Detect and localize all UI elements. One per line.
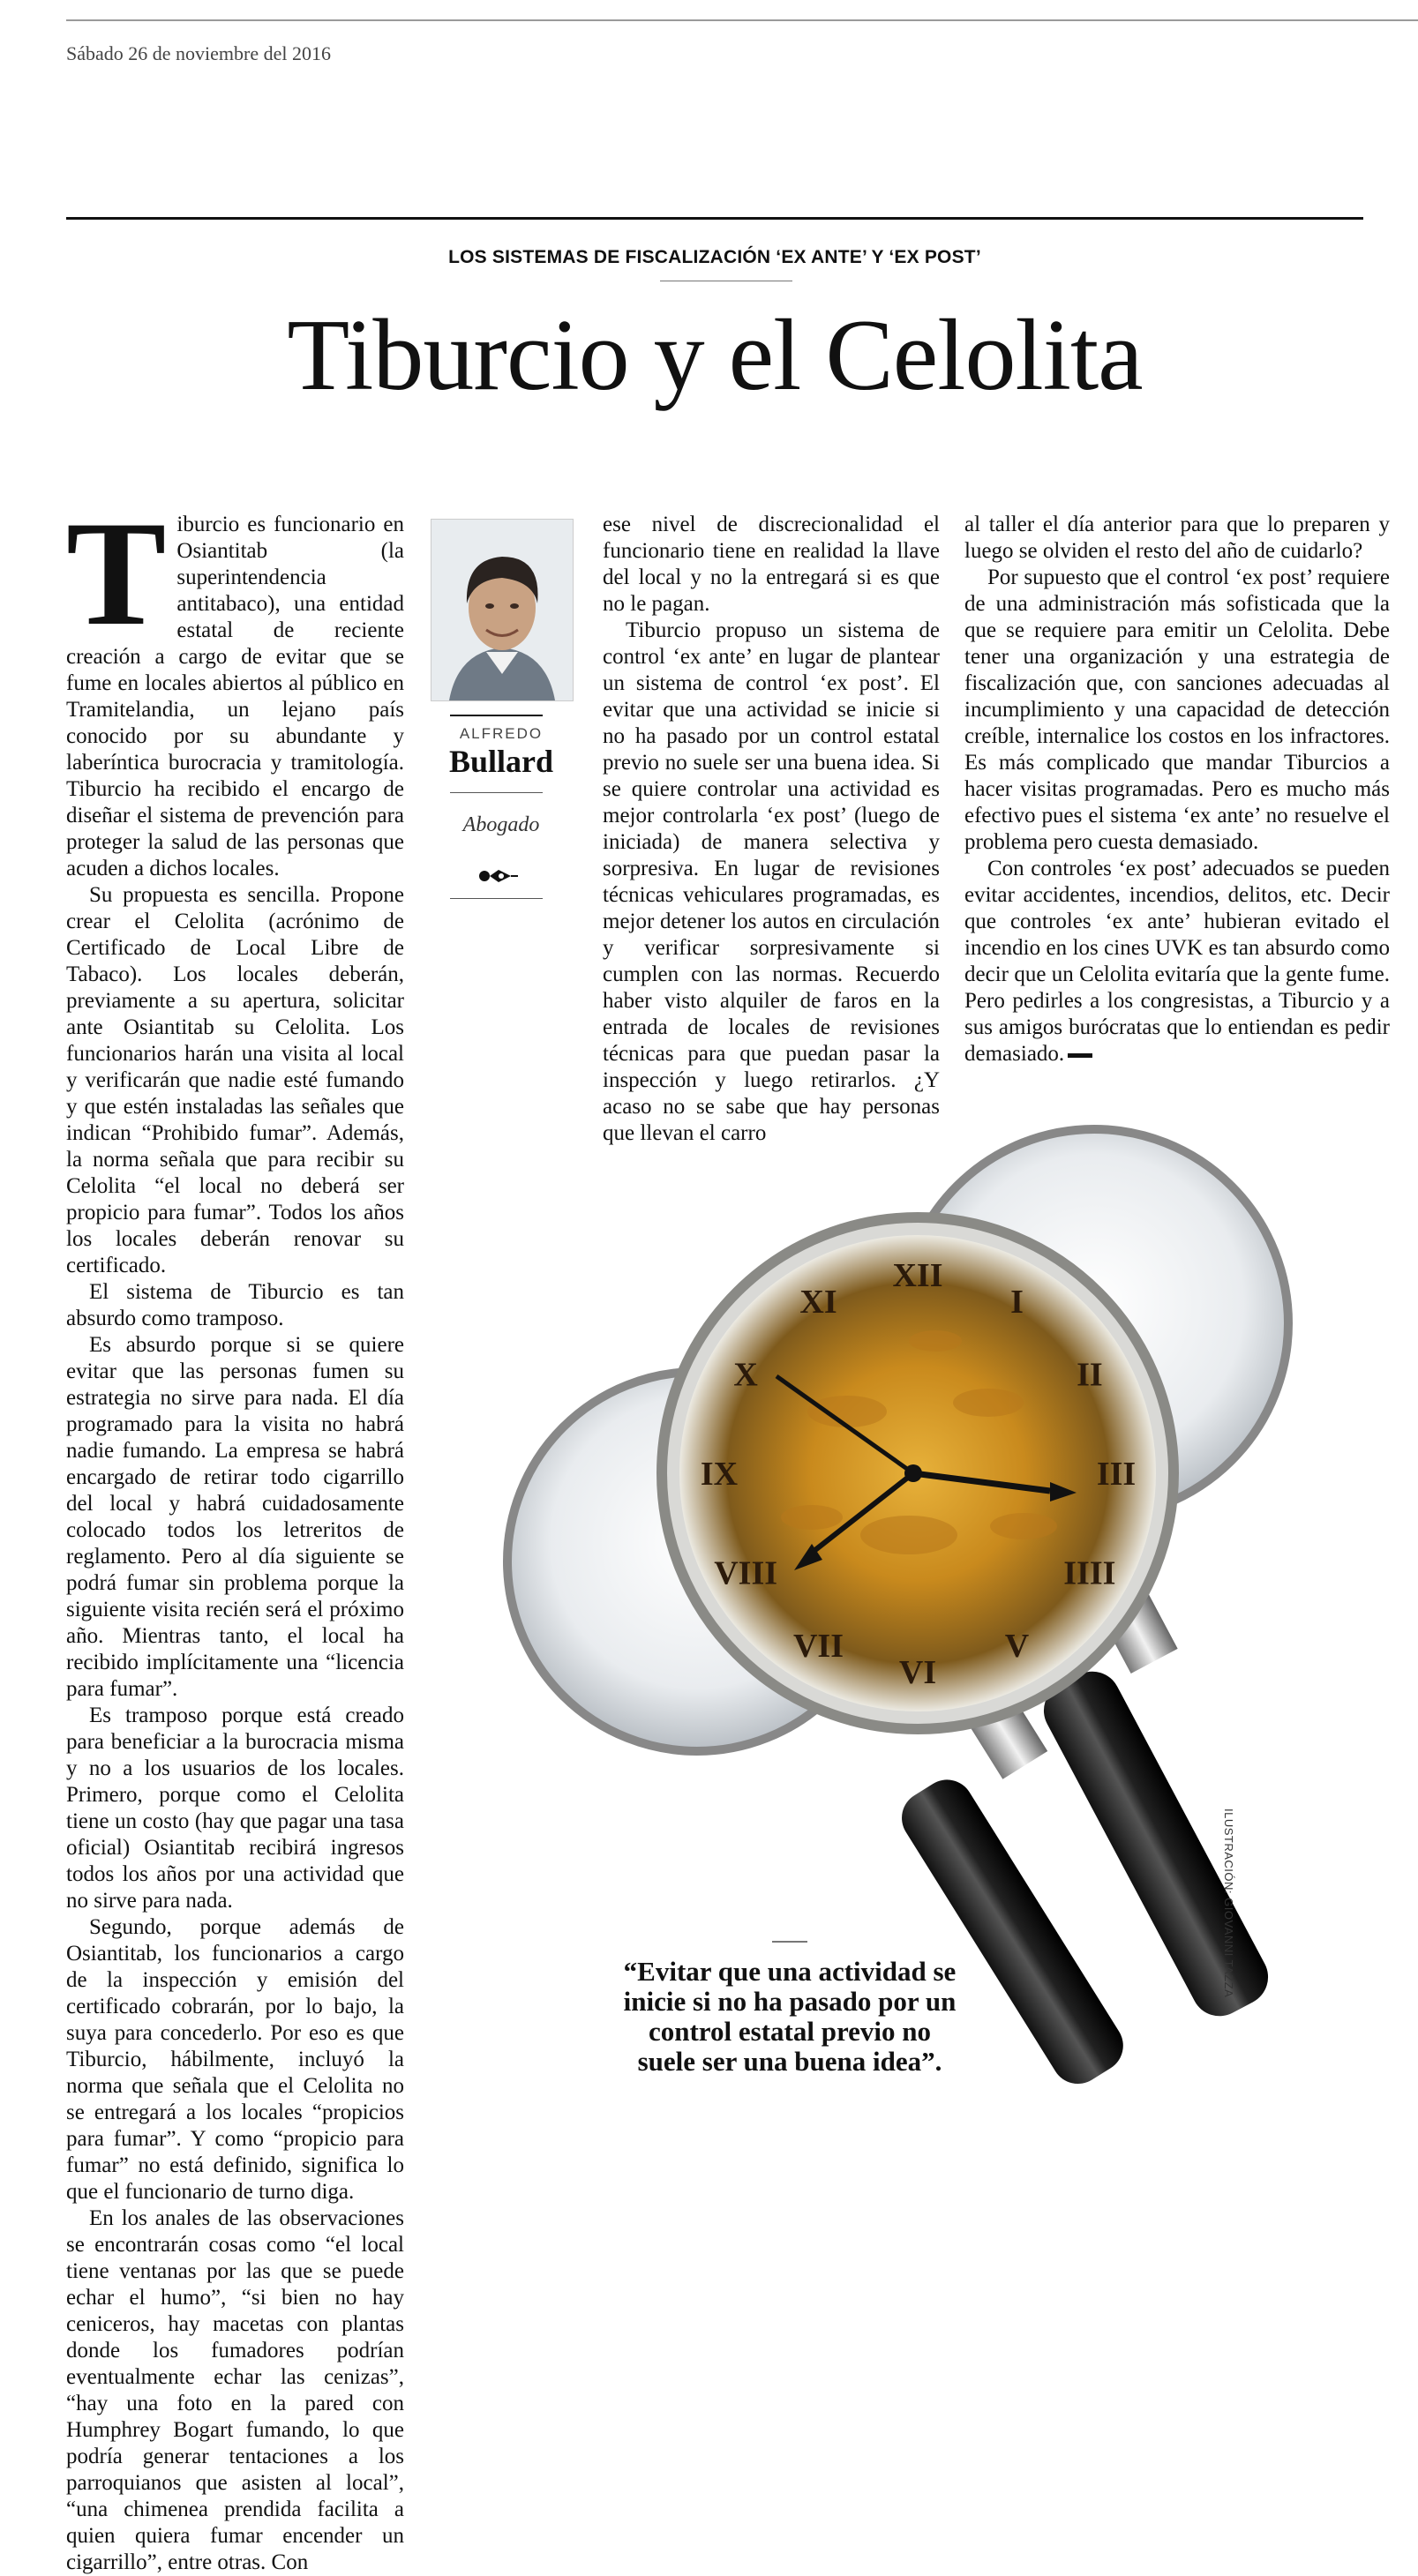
author-last-name: Bullard: [448, 744, 554, 779]
pull-quote: “Evitar que una actividad se inicie si no ha pasado por un control estatal previo no suele ser una buena idea”.: [623, 1956, 957, 2077]
paragraph: Por supuesto que el control ‘ex post’ requiere de una administración más sofisticada que la que se requiere para emitir un Celolita. Debe tener una organización y una estrategia de fiscalización que, con sanciones adecuadas al incumplimiento y una capacidad de detección creíble, internalice los costos en los infractores. Es más complicado que mandar Tiburcios a hacer visitas programadas. Pero es mucho más efectivo pues el sistema ‘ex ante’ no resuelve el problema pero cuesta demasiado.: [964, 565, 1390, 854]
clock-numeral: IIII: [1063, 1554, 1116, 1592]
article-kicker: LOS SISTEMAS DE FISCALIZACIÓN ‘EX ANTE’ Y ‘EX POST’: [448, 247, 981, 267]
clock-numeral: III: [1096, 1456, 1137, 1493]
clock-numeral: VII: [792, 1627, 844, 1665]
clock-numeral: II: [1077, 1356, 1103, 1394]
clock-numeral: X: [733, 1356, 758, 1394]
paragraph: Con controles ‘ex post’ adecuados se pueden evitar accidentes, incendios, delitos, etc. Decir que controles ‘ex ante’ hubieran evitado el incendio en los cines UVK es tan absurdo como decir que un Celolita evitaría que la gente fume. Pero pedirles a los congresistas, a Tiburcio y a sus amigos burócratas que lo entiendan es pedir demasiado.: [964, 857, 1390, 1066]
article-column-1: [66, 490, 404, 2576]
article-column-3: [964, 512, 1390, 1067]
clock-numeral: XII: [892, 1257, 943, 1294]
section-rule: [66, 217, 1363, 220]
paragraph: ese nivel de discrecionalidad el funcionario tiene en realidad la llave del local y no la entregará si es que no le pagan.: [603, 513, 940, 616]
quote-rule: [772, 1941, 807, 1943]
article-column-2: [514, 512, 940, 1147]
paragraph: Segundo, porque además de Osiantitab, los funcionarios a cargo de la inspección y emisión del certificado cobrarán, por lo bajo, la suya para concederlo. Por eso es que Tiburcio, hábilmente, incluyó la norma que señala que el Celolita no se entregará a los locales “propicios para fumar”. Y como “propicio para fumar” no está definido, significa lo que el funcionario de turno diga.: [66, 1915, 404, 2204]
author-role: Abogado: [462, 813, 540, 836]
top-rule: [66, 19, 1418, 21]
paragraph: Tiburcio propuso un sistema de control ‘ex ante’ en lugar de plantear un sistema de control ‘ex post’. El evitar que una actividad se inicie si no ha pasado por un control estatal previo no suele ser una buena idea. Si se quiere controlar una actividad es mejor controlarla ‘ex post’ (luego de iniciada) de manera selectiva y sorpresiva. En lugar de revisiones técnicas vehiculares programadas, es mejor detener los autos en circulación y verificar sorpresivamente si cumplen con las normas. Recuerdo haber visto alquiler de faros en la entrada de locales de revisiones técnicas para que puedan pasar la inspección y luego retirarlos. ¿Y acaso no se sabe que hay personas que llevan el carro: [603, 618, 940, 1145]
end-mark-icon: [1068, 1053, 1092, 1058]
paragraph: Tiburcio es funcionario en Osiantitab (la superintendencia antitabaco), una entidad estatal de reciente creación a cargo de evitar que se fume en locales abiertos al público en Tramitelandia, un lejano país conocido por su abundante y laberíntica burocracia y tramitología. Tiburcio ha recibido el encargo de diseñar el sistema de prevención para proteger la salud de las personas que acuden a dichos locales.: [66, 490, 404, 880]
paragraph: El sistema de Tiburcio es tan absurdo como tramposo.: [66, 1280, 404, 1330]
clock-numeral: IX: [700, 1456, 739, 1493]
paragraph: al taller el día anterior para que lo preparen y luego se olviden el resto del año de cuidarlo?: [964, 513, 1390, 563]
paragraph: En los anales de las observaciones se encontrarán cosas como “el local tiene ventanas por las que se puede echar el humo”, “si bien no hay ceniceros, hay macetas con plantas donde los fumadores podrían eventualmente echar las cenizas”, “hay una foto en la pared con Humphrey Bogart fumando, lo que podría generar tentaciones a los parroquianos que asisten al local”, “una chimenea prendida facilita a quien quiera fumar encender un cigarrillo”, entre otras. Con: [66, 2206, 404, 2574]
paragraph: Su propuesta es sencilla. Propone crear el Celolita (acrónimo de Certificado de Local Libre de Tabaco). Los locales deberán, previamente a su apertura, solicitar ante Osiantitab su Celolita. Los funcionarios harán una visita al local y verificarán que nadie esté fumando y que estén instaladas las señales que indican “Prohibido fumar”. Además, la norma señala que para recibir su Celolita “el local no deberá ser propicio para fumar”. Todos los años los locales deberán renovar su certificado.: [66, 883, 404, 1277]
article-headline: Tiburcio y el Celolita: [287, 299, 1143, 412]
drop-cap: T: [66, 490, 167, 656]
clock-numeral: VI: [898, 1654, 937, 1691]
paragraph: Es absurdo porque si se quiere evitar que las personas fumen su estrategia no sirve para nada. El día programado para la visita no habrá nadie fumando. La empresa se habrá encargado de retirar todo cigarrillo del local y habrá cuidadosamente colocado todos los letreritos de reglamento. Pero al día siguiente se podrá fumar sin problema porque la siguiente visita recién será el próximo año. Mientras tanto, el local ha recibido implícitamente una “licencia para fumar”.: [66, 1333, 404, 1701]
clock-numeral: XI: [799, 1284, 837, 1322]
author-first-name: ALFREDO: [459, 725, 544, 742]
clock-numeral: VIII: [714, 1554, 778, 1592]
clock-numeral: V: [1004, 1627, 1030, 1665]
illustration-credit: ILUSTRACIÓN: GIOVANNI TAZZA: [1222, 1808, 1235, 1998]
publication-date: Sábado 26 de noviembre del 2016: [66, 42, 331, 64]
paragraph: Es tramposo porque está creado para beneficiar a la burocracia misma y no a los usuarios de los locales. Primero, porque como el Celolita tiene un costo (hay que pagar una tasa oficial) Osiantitab recibirá ingresos todos los años por una actividad que no sirve para nada.: [66, 1704, 404, 1913]
clock-numeral: I: [1010, 1284, 1024, 1322]
